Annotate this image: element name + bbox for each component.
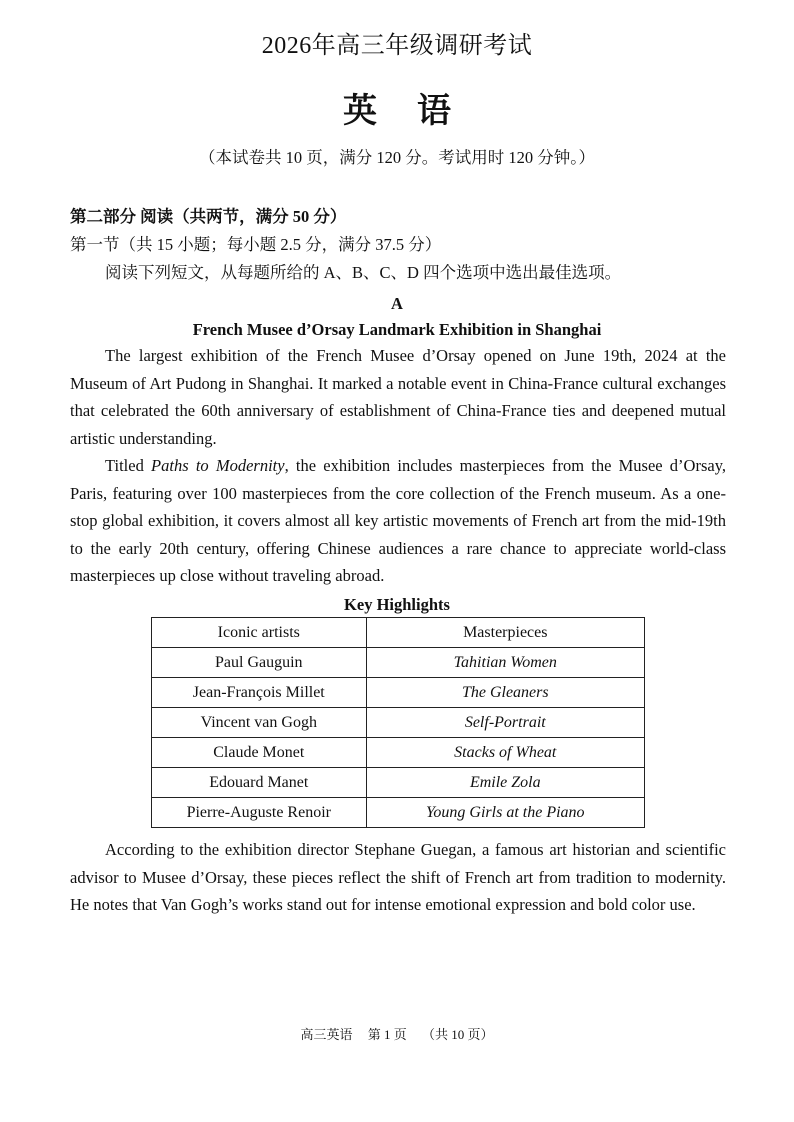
masterpiece-cell: Tahitian Women — [366, 648, 644, 678]
table-row — [152, 738, 645, 768]
artist-cell: Claude Monet — [152, 738, 367, 768]
masterpiece-cell: The Gleaners — [366, 678, 644, 708]
artist-cell: Pierre-Auguste Renoir — [152, 798, 367, 828]
header-cell-masterpieces: Masterpieces — [366, 618, 644, 648]
artist-cell: Paul Gauguin — [152, 648, 367, 678]
footer-subject: 高三英语 — [300, 1027, 353, 1042]
passage-title: French Musee d’Orsay Landmark Exhibition in Shanghai — [192, 320, 602, 339]
header-cell-artists: Iconic artists — [152, 618, 367, 648]
subject-title: 英语 — [343, 93, 491, 130]
table-title: Key Highlights — [344, 595, 450, 614]
artist-cell: Vincent van Gogh — [152, 708, 367, 738]
paragraph-3: According to the exhibition director Stephane Guegan, a famous art historian and scientific advisor to Musee d’Orsay, these pieces reflect the shift of French art from tradition to modernity. He notes that Van Gogh’s works stand out for intense emotional expression and bold color use. — [70, 840, 726, 915]
highlights-table — [151, 617, 645, 828]
footer-total-pages: （共 10 页） — [422, 1027, 494, 1042]
part-heading: 第二部分 阅读（共两节，满分 50 分） — [70, 207, 347, 226]
artist-cell: Jean-François Millet — [152, 678, 367, 708]
artist-cell: Edouard Manet — [152, 768, 367, 798]
footer-page-number: 第 1 页 — [367, 1027, 407, 1042]
section-heading: 第一节（共 15 小题；每小题 2.5 分，满分 37.5 分） — [70, 235, 442, 254]
paragraph-2-body: , the exhibition includes masterpieces from the Musee d’Orsay, Paris, featuring over 100 masterpieces from the core collection of the French museum. As a one-stop global exhibition, it covers almost all key artistic movements of French art from the mid-19th to the early 20th century, offering Chinese audiences a rare chance to appreciate world-class masterpieces up close without traveling abroad. — [70, 456, 727, 586]
instruction-text: 阅读下列短文，从每题所给的 A、B、C、D 四个选项中选出最佳选项。 — [105, 263, 622, 282]
exam-title: 2026年高三年级调研考试 — [261, 33, 533, 59]
passage-label: A — [391, 294, 403, 313]
masterpiece-cell: Emile Zola — [366, 768, 644, 798]
page-footer — [0, 1026, 794, 1044]
table-row — [152, 648, 645, 678]
table-row — [152, 708, 645, 738]
paragraph-2 — [70, 452, 726, 590]
table-header-row — [152, 618, 645, 648]
paragraph-1: The largest exhibition of the French Musee d’Orsay opened on June 19th, 2024 at the Museum of Art Pudong in Shanghai. It marked a notable event in China-France cultural exchanges that celebrated the 60th anniversary of establishment of China-France ties and deepened mutual artistic understanding. — [70, 346, 726, 448]
table-row — [152, 678, 645, 708]
exhibition-name: Paths to Modernity — [151, 456, 285, 475]
paragraph-2-intro: Titled — [105, 456, 152, 475]
table-row — [152, 798, 645, 828]
masterpiece-cell: Young Girls at the Piano — [366, 798, 644, 828]
masterpiece-cell: Stacks of Wheat — [366, 738, 644, 768]
exam-info: （本试卷共 10 页，满分 120 分。考试用时 120 分钟。） — [199, 148, 595, 167]
masterpiece-cell: Self-Portrait — [366, 708, 644, 738]
table-row — [152, 768, 645, 798]
